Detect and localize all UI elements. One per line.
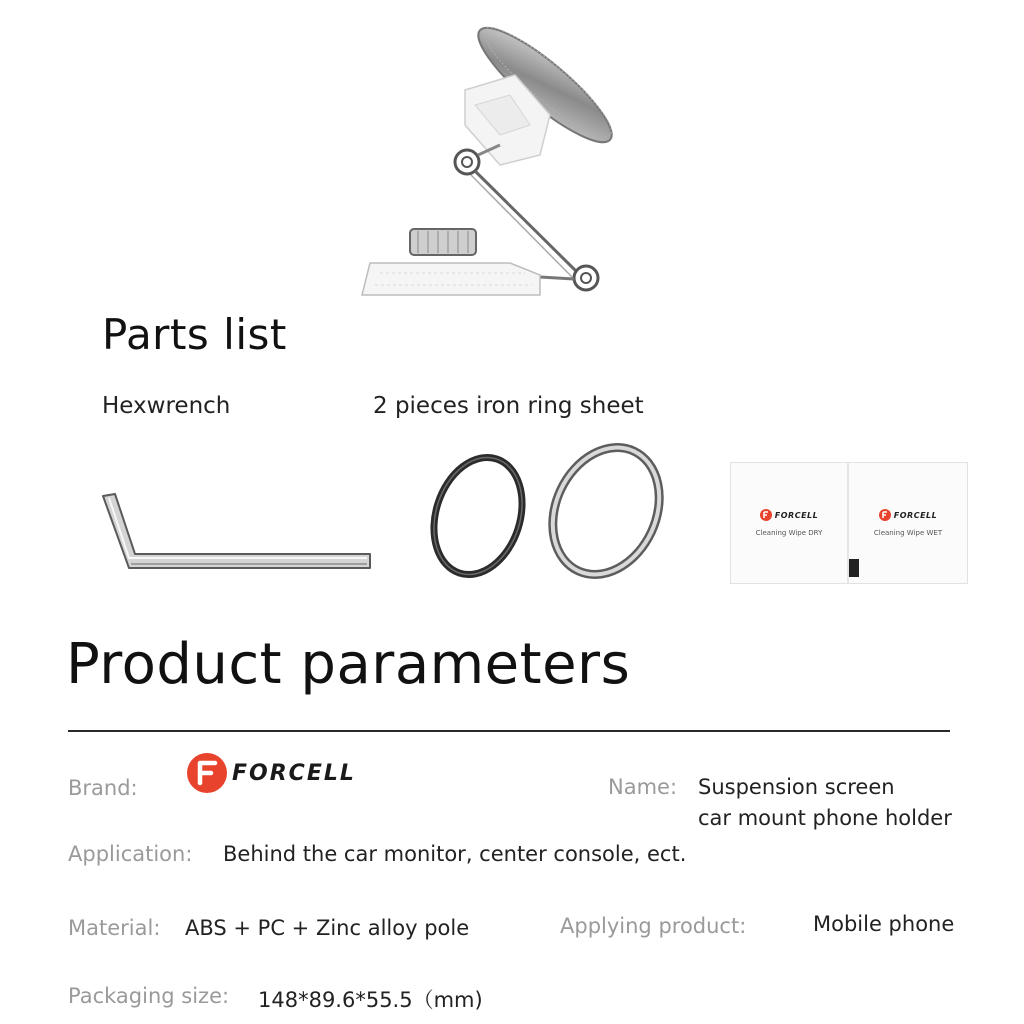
forcell-logo-icon xyxy=(760,509,772,521)
iron-ring-sheet-label: 2 pieces iron ring sheet xyxy=(373,393,644,419)
material-value: ABS + PC + Zinc alloy pole xyxy=(185,916,470,940)
forcell-logo-icon xyxy=(186,752,228,794)
product-parameters-heading: Product parameters xyxy=(66,632,631,697)
hexwrench-image xyxy=(95,488,380,578)
name-value-line2: car mount phone holder xyxy=(698,806,952,830)
wipe-dry-packet xyxy=(731,463,849,583)
divider xyxy=(68,730,950,732)
forcell-logo-icon xyxy=(879,509,891,521)
iron-ring-silver-image xyxy=(538,436,674,586)
wipe-wet-label: Cleaning Wipe WET xyxy=(873,529,943,537)
wipe-wet-brand: FORCELL xyxy=(893,510,938,520)
packaging-size-value: 148*89.6*55.5（mm) xyxy=(258,988,483,1012)
application-value: Behind the car monitor, center console, ect. xyxy=(223,842,687,866)
material-label: Material: xyxy=(68,916,161,940)
application-label: Application: xyxy=(68,842,193,866)
wipe-wet-packet xyxy=(849,463,967,583)
wipe-dry-brand: FORCELL xyxy=(774,510,819,520)
wipe-tab xyxy=(849,559,859,577)
wipe-dry-label: Cleaning Wipe DRY xyxy=(755,529,823,537)
name-value-line1: Suspension screen xyxy=(698,775,895,799)
hexwrench-label: Hexwrench xyxy=(102,393,231,419)
packaging-size-label: Packaging size: xyxy=(68,984,230,1008)
name-label: Name: xyxy=(608,775,678,799)
applying-product-label: Applying product: xyxy=(560,914,747,938)
brand-label: Brand: xyxy=(68,776,138,800)
brand-name: FORCELL xyxy=(232,760,356,786)
iron-ring-black-image xyxy=(420,448,536,584)
cleaning-wipes-image xyxy=(730,462,968,584)
phone-mount-illustration xyxy=(340,5,640,305)
applying-product-value: Mobile phone xyxy=(813,912,955,936)
forcell-logo xyxy=(186,752,356,794)
parts-list-heading: Parts list xyxy=(102,310,287,359)
